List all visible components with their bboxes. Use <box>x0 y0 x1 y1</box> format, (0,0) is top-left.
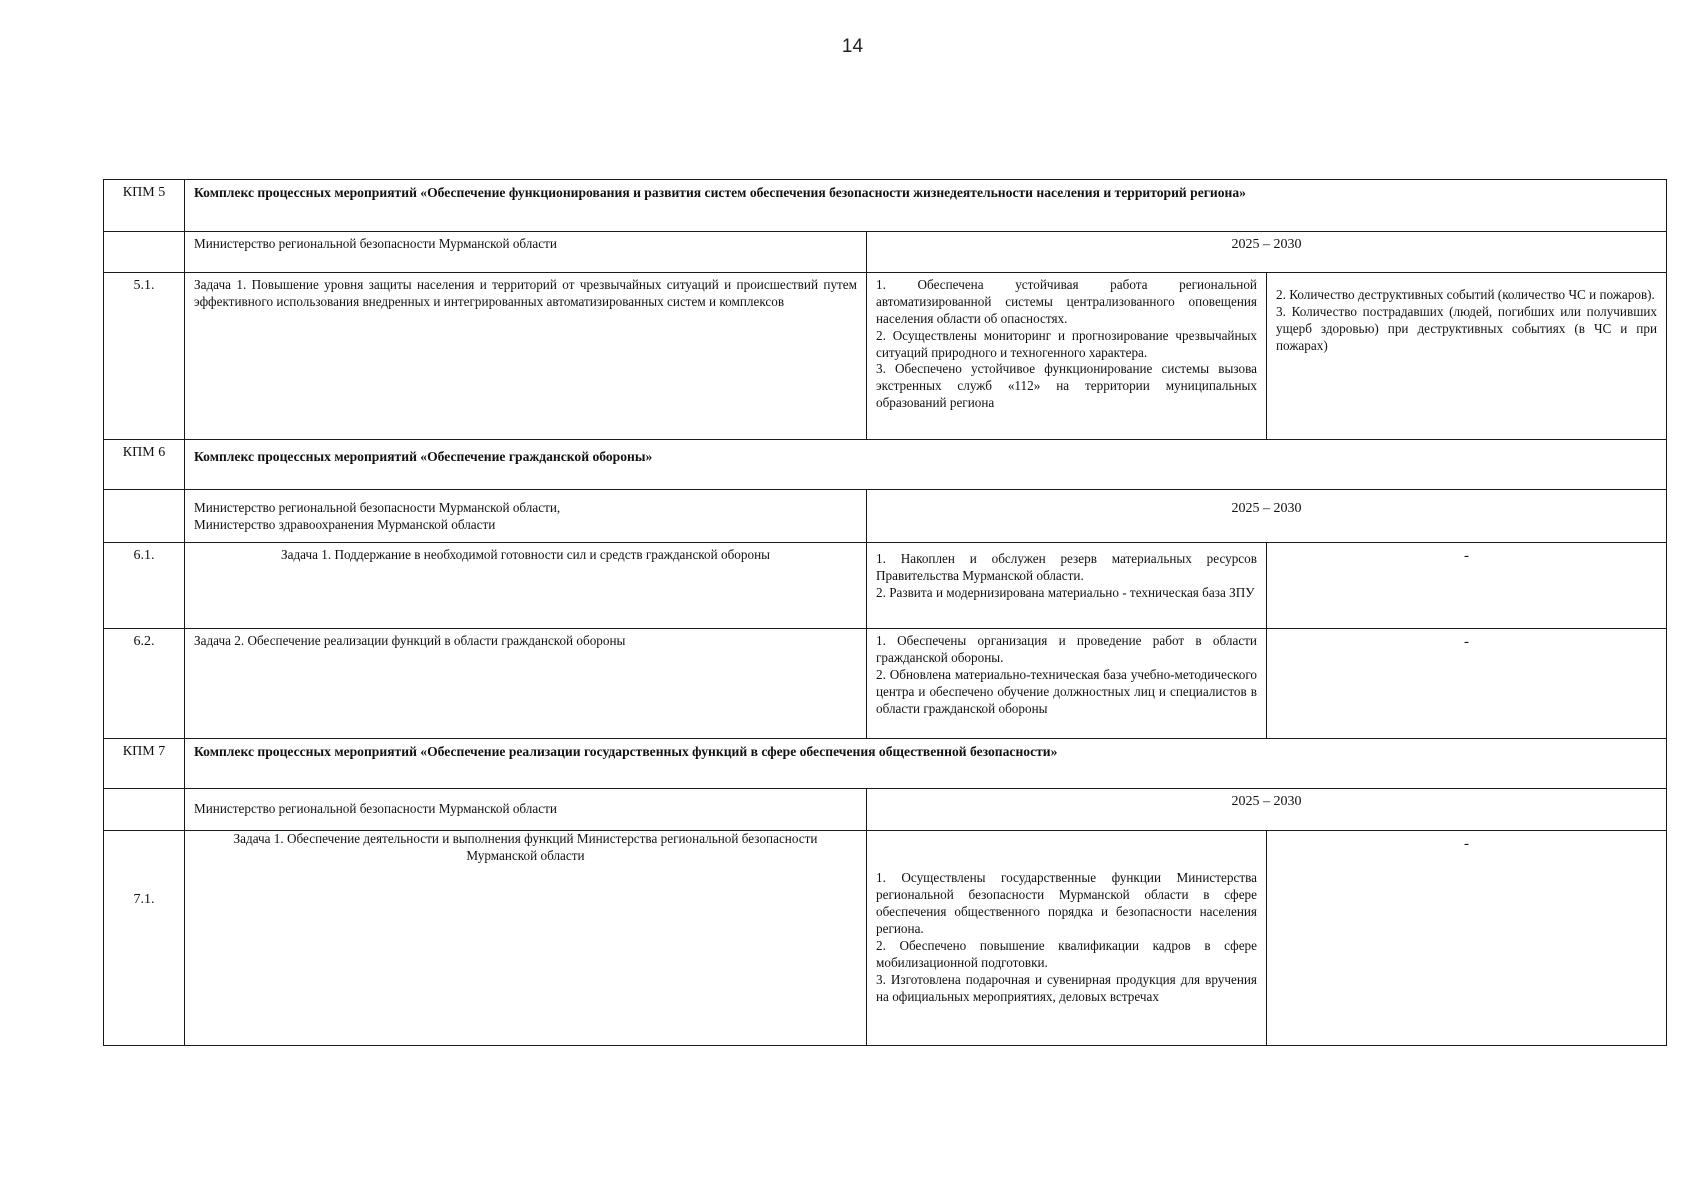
result-item: 1. Накоплен и обслужен резерв материальных ресурсов Правительства Мурманской области. <box>876 551 1257 583</box>
task-text: Задача 1. Обеспечение деятельности и выполнения функций Министерства региональной безопасности Мурманской области <box>185 831 867 1046</box>
responsible-line: Министерство здравоохранения Мурманской области <box>194 516 496 532</box>
task-number: 6.2. <box>104 629 185 739</box>
period-cell: 2025 – 2030 <box>867 232 1667 273</box>
responsible-row <box>104 789 1667 831</box>
empty-cell <box>104 490 185 543</box>
result-item: 2. Развита и модернизирована материально - техническая база ЗПУ <box>876 584 1255 600</box>
responsible-line: Министерство региональной безопасности Мурманской области <box>194 236 557 251</box>
kpm-title: Комплекс процессных мероприятий «Обеспечение функционирования и развития систем обеспечения безопасности жизнедеятельности населения и территорий региона» <box>185 180 1667 232</box>
task-results <box>867 831 1267 1046</box>
task-indicators: - <box>1267 831 1667 1046</box>
kpm-header-row <box>104 180 1667 232</box>
result-item: 1. Осуществлены государственные функции Министерства региональной безопасности Мурманской области в сфере обеспечения общественного порядка и безопасности населения региона. <box>876 870 1257 937</box>
task-row <box>104 273 1667 440</box>
period-cell: 2025 – 2030 <box>867 490 1667 543</box>
result-item: 3. Изготовлена подарочная и сувенирная продукция для вручения на официальных мероприятиях, деловых встречах <box>876 971 1257 1004</box>
task-row <box>104 543 1667 629</box>
result-item: 2. Обновлена материально-техническая база учебно-методического центра и обеспечено обучение должностных лиц и специалистов в области гражданской обороны <box>876 666 1257 716</box>
task-number: 6.1. <box>104 543 185 629</box>
responsible-row <box>104 490 1667 543</box>
responsible-cell <box>185 490 867 543</box>
responsible-cell <box>185 789 867 831</box>
kpm-header-row <box>104 440 1667 490</box>
task-number: 7.1. <box>104 831 185 1046</box>
responsible-row <box>104 232 1667 273</box>
task-indicators: - <box>1267 629 1667 739</box>
result-item: 3. Обеспечено устойчивое функционирование системы вызова экстренных служб «112» на территории муниципальных образований региона <box>876 361 1257 411</box>
task-indicators <box>1267 273 1667 440</box>
kpm-title: Комплекс процессных мероприятий «Обеспечение гражданской обороны» <box>185 440 1667 490</box>
page-number: 14 <box>841 36 864 57</box>
indicator-item: 2. Количество деструктивных событий (количество ЧС и пожаров). <box>1276 287 1655 302</box>
kpm-code: КПМ 5 <box>104 180 185 232</box>
result-item: 2. Обеспечено повышение квалификации кадров в сфере мобилизационной подготовки. <box>876 938 1257 970</box>
responsible-cell <box>185 232 867 273</box>
indicator-item: 3. Количество пострадавших (людей, погибших или получивших ущерб здоровью) при деструктивных событиях (в ЧС и при пожарах) <box>1276 303 1658 353</box>
result-item: 2. Осуществлены мониторинг и прогнозирование чрезвычайных ситуаций природного и техногенного характера. <box>876 327 1257 360</box>
empty-cell <box>104 789 185 831</box>
task-number: 5.1. <box>104 273 185 440</box>
task-row <box>104 629 1667 739</box>
task-text: Задача 1. Поддержание в необходимой готовности сил и средств гражданской обороны <box>185 543 867 629</box>
responsible-line: Министерство региональной безопасности Мурманской области, <box>194 500 561 515</box>
empty-cell <box>104 232 185 273</box>
task-row <box>104 831 1667 1046</box>
result-item: 1. Обеспечена устойчивая работа региональной автоматизированной системы централизованного оповещения населения области об опасностях. <box>876 277 1257 326</box>
program-structure-table <box>103 179 1667 1046</box>
task-results <box>867 273 1267 440</box>
kpm-code: КПМ 6 <box>104 440 185 490</box>
task-indicators: - <box>1267 543 1667 629</box>
result-item: 1. Обеспечены организация и проведение работ в области гражданской обороны. <box>876 633 1257 665</box>
period-cell: 2025 – 2030 <box>867 789 1667 831</box>
kpm-header-row <box>104 739 1667 789</box>
responsible-line: Министерство региональной безопасности Мурманской области <box>194 801 557 817</box>
task-results <box>867 629 1267 739</box>
kpm-code: КПМ 7 <box>104 739 185 789</box>
task-text: Задача 1. Повышение уровня защиты населения и территорий от чрезвычайных ситуаций и происшествий путем эффективного использования внедренных и интегрированных автоматизированных систем и комплексов <box>185 273 867 440</box>
kpm-title: Комплекс процессных мероприятий «Обеспечение реализации государственных функций в сфере обеспечения общественной безопасности» <box>185 739 1667 789</box>
task-text: Задача 2. Обеспечение реализации функций в области гражданской обороны <box>185 629 867 739</box>
task-results <box>867 543 1267 629</box>
